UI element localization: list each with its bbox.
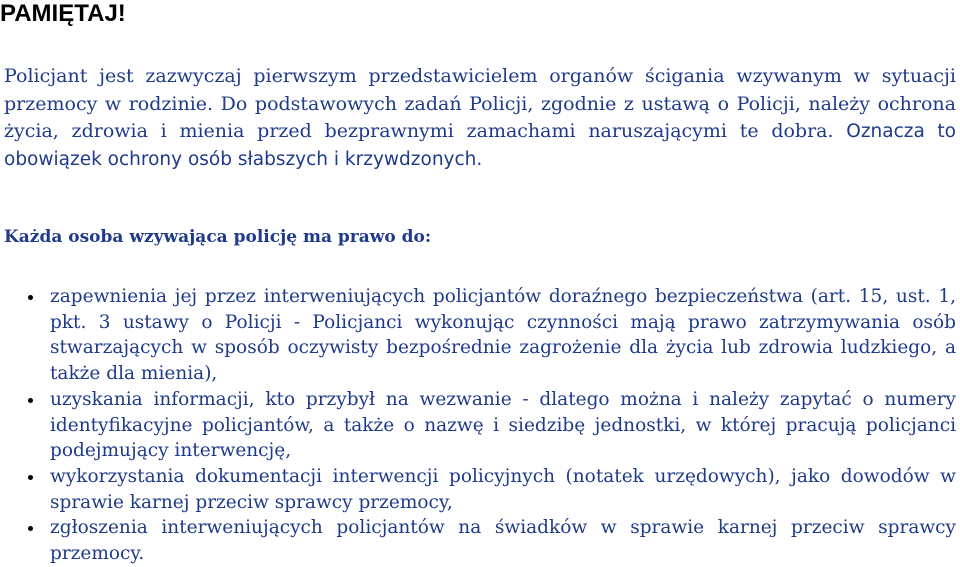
- list-item-text: zapewnienia jej przez interweniujących policjantów doraźnego bezpieczeństwa (art. 15, ust. 1, pkt. 3 ustawy o Policji - Policjanci wykonując czynności mają prawo zatrzymywania osób stwarzających w sposób oczywisty bezpośrednie zagrożenie dla życia lub zdrowia ludzkiego, a także dla mienia),: [50, 286, 956, 385]
- list-item: [0, 464, 956, 515]
- page-heading: PAMIĘTAJ!: [0, 0, 126, 27]
- list-item-text: zgłoszenia interweniujących policjantów na świadków w sprawie karnej przeciw sprawcy przemocy.: [50, 517, 956, 565]
- bullet-icon: [28, 475, 33, 480]
- list-item-text: uzyskania informacji, kto przybył na wezwanie - dlatego można i należy zapytać o numery identyfikacyjne policjantów, a także o nazwę i siedzibę jednostki, w której pracują policjanci podejmujący interwencję,: [50, 388, 956, 462]
- list-item: [0, 387, 956, 464]
- bullet-icon: [28, 295, 33, 300]
- intro-text: Policjant jest zazwyczaj pierwszym przedstawicielem organów ścigania wzywanym w sytuacji przemocy w rodzinie. Do podstawowych zadań Policji, zgodnie z ustawą o Policji, należy ochrona życia, zdrowia i mienia przed bezprawnymi zamachami naruszającymi te dobra.: [4, 65, 956, 142]
- rights-list: [0, 284, 956, 567]
- list-item: [0, 284, 956, 387]
- list-item: [0, 515, 956, 566]
- rights-subheading: Każda osoba wzywająca policję ma prawo do:: [4, 227, 432, 247]
- bullet-icon: [28, 398, 33, 403]
- intro-conclusion: Oznacza to obowiązek ochrony osób słabszych i krzywdzonych.: [4, 121, 956, 170]
- list-item-text: wykorzystania dokumentacji interwencji policyjnych (notatek urzędowych), jako dowodów w sprawie karnej przeciw sprawcy przemocy,: [50, 465, 956, 513]
- bullet-icon: [28, 526, 33, 531]
- intro-paragraph: [4, 63, 956, 173]
